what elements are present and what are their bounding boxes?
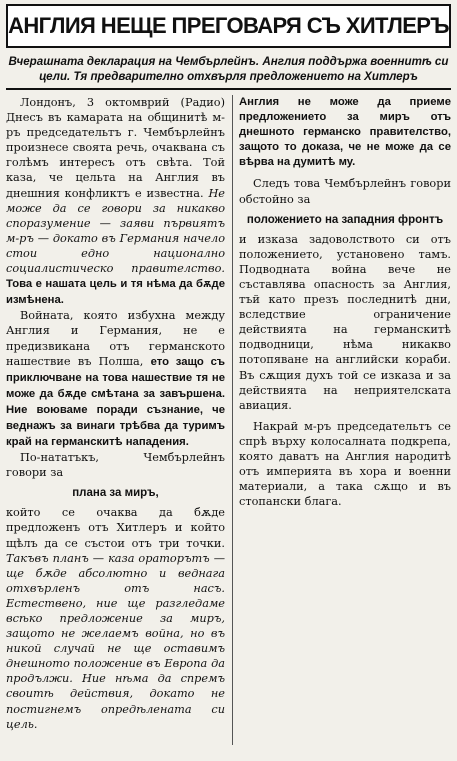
article-paragraph: Следъ това Чембърлейнъ говори обстойно за xyxy=(239,177,451,206)
italic-quote: Не може да се говори за никакво споразумение — заяви първиятъ м-ръ — докато въ Германия начело стои едно национално социалистическо правителство. xyxy=(6,186,225,276)
article-paragraph xyxy=(6,308,225,450)
paragraph-text: който се очаква да бѫде предложенъ отъ Хитлеръ и който щѣлъ да се състои отъ три точки. xyxy=(6,506,225,550)
article-columns xyxy=(6,95,451,745)
right-column xyxy=(232,95,451,745)
article-paragraph: По-нататъкъ, Чембърлейнъ говори за xyxy=(6,451,225,480)
article-paragraph xyxy=(6,505,225,731)
left-column xyxy=(6,95,225,745)
bold-statement: ето защо съ приключване на това нашествие тя не може да бѫде смѣтана за завършена. Ние воюваме поради съзнание, че веднажъ за винаги трѣбва да туримъ край на германскитѣ нападения. xyxy=(6,355,225,449)
article-paragraph xyxy=(6,95,225,308)
dateline-text: Лондонъ, 3 октомврий (Радио) Днесъ въ камарата на общинитѣ м-ръ председательтъ г. Чембърлейнъ произнесе своята речь, очаквана съ голѣмъ интересъ отъ свѣта. Той каза, че цельта на Англия въ днешния конфликтъ е известна. xyxy=(6,96,225,200)
section-heading: плана за миръ, xyxy=(72,487,159,500)
article-paragraph: и изказа задоволството си отъ положението, установено тамъ. Подводната война вече не съставлява опасность за Англия, тъй като презъ последнитѣ дни, вследствие ограничение действията на германскитѣ подводници, нѣма никакво потопяване на английски кораби. Въ сѫщия духъ той се изказа и за действията на неприятелската авиация. xyxy=(239,232,451,412)
divider xyxy=(6,88,451,90)
headline: АНГЛИЯ НЕЩЕ ПРЕГОВАРЯ СЪ ХИТЛЕРЪ xyxy=(6,4,451,48)
article-paragraph: Накрай м-ръ председательтъ се спрѣ върху колосалната подкрепа, която даватъ на Англия народитѣ отъ империята въ хора и военни материали, а така сѫщо и въ стопански блага. xyxy=(239,419,451,509)
bold-statement: Това е нашата цель и тя нѣма да бѫде измѣнена. xyxy=(6,278,225,307)
paragraph-text: Войната, която избухна между Англия и Германия, не е предизвикана отъ германското нашествие въ Полша, xyxy=(6,309,225,368)
section-heading: положението на западния фронтъ xyxy=(246,213,444,226)
bold-statement: Англия не може да приеме предложението за миръ отъ днешното германско правителство, защото то доказа, че не може да се вѣрва на думитѣ му. xyxy=(239,96,451,169)
subheadline: Вчерашната декларация на Чембърлейнъ. Англия поддържа военнитѣ си цели. Тя предварително отхвърля предложението на Хитлеръ xyxy=(8,55,449,83)
italic-quote: Такъвъ планъ — каза ораторътъ — ще бѫде абсолютно и веднага отхвърленъ отъ насъ. Естествено, ние ще разгледаме всѣко предложение за миръ, защото не желаемъ война, но въ никой случай не ще оставимъ днешното положение въ Европа да продължи. Ние нѣма да спремъ своитѣ действия, докато не постигнемъ опредѣлената си цель. xyxy=(6,551,225,731)
